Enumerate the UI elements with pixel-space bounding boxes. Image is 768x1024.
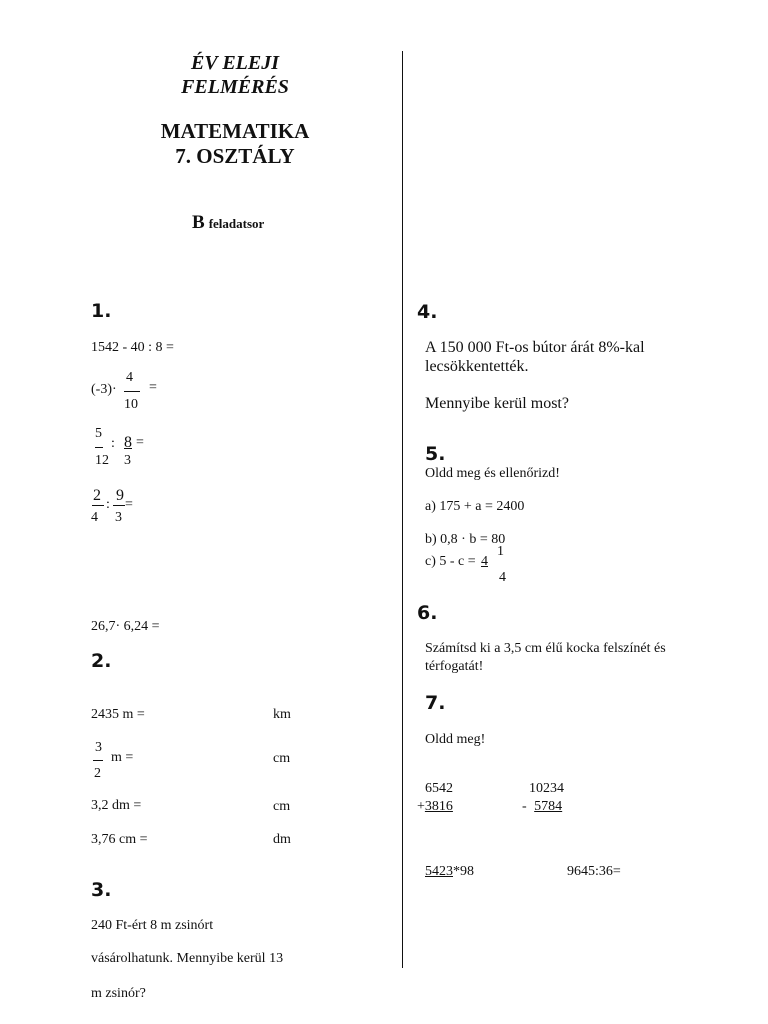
task1-expr4-equals: = bbox=[125, 497, 133, 512]
task2-row1-unit: km bbox=[273, 707, 291, 722]
task5-c-numerator: 1 bbox=[497, 544, 504, 559]
task1-expr3-denominator1: 12 bbox=[95, 453, 109, 468]
task1-expr1: 1542 - 40 : 8 = bbox=[91, 340, 174, 355]
task3-number: 3. bbox=[91, 879, 112, 901]
task1-expr3-fraction-bar1 bbox=[95, 447, 103, 448]
series-heading bbox=[192, 212, 264, 234]
series-label: feladatsor bbox=[208, 216, 265, 231]
task2-row4-left: 3,76 cm = bbox=[91, 832, 148, 847]
task2-row3-left: 3,2 dm = bbox=[91, 798, 142, 813]
task5-c-whole: 4 bbox=[481, 554, 488, 569]
task4-line3: Mennyibe kerül most? bbox=[425, 395, 569, 412]
task4-line2: lecsökkentették. bbox=[425, 358, 529, 375]
task1-expr4-fraction-bar2 bbox=[113, 505, 125, 506]
task1-expr2-fraction-bar bbox=[124, 391, 140, 392]
task7-sub-bottom bbox=[522, 799, 562, 815]
task5-c-prefix: c) 5 - c = bbox=[425, 554, 476, 569]
task7-add-bottom-value: 3816 bbox=[424, 799, 453, 814]
column-divider bbox=[402, 51, 403, 968]
task2-row2-numerator: 3 bbox=[95, 740, 102, 755]
task5-a: a) 175 + a = 2400 bbox=[425, 499, 525, 514]
task2-row2-left: m = bbox=[111, 750, 134, 765]
task7-sub-bottom-value: 5784 bbox=[534, 799, 563, 814]
task1-number: 1. bbox=[91, 300, 112, 322]
task7-multiplication bbox=[425, 864, 474, 880]
subject-line2: 7. OSZTÁLY bbox=[175, 144, 295, 168]
task7-add-bottom bbox=[417, 799, 453, 815]
task1-expr2-equals: = bbox=[149, 380, 157, 395]
task4-line1: A 150 000 Ft-os bútor árát 8%-kal bbox=[425, 339, 645, 356]
task7-division: 9645:36= bbox=[567, 864, 621, 879]
task7-mul-b: *98 bbox=[453, 864, 474, 879]
task1-expr4-denominator2: 3 bbox=[115, 510, 122, 525]
series-letter: B bbox=[192, 212, 205, 233]
task5-number: 5. bbox=[425, 443, 446, 465]
task3-line1: 240 Ft-ért 8 m zsinórt bbox=[91, 918, 214, 933]
task1-expr2-prefix: (-3)· bbox=[91, 382, 117, 397]
task2-number: 2. bbox=[91, 650, 112, 672]
task2-row2-denominator: 2 bbox=[94, 766, 101, 781]
task4-number: 4. bbox=[417, 301, 438, 323]
task1-expr3-equals: = bbox=[136, 435, 144, 450]
task6-line1: Számítsd ki a 3,5 cm élű kocka felszínét és bbox=[425, 641, 666, 656]
subject-line1: MATEMATIKA bbox=[160, 119, 310, 143]
task1-expr4-denominator1: 4 bbox=[91, 510, 98, 525]
task6-number: 6. bbox=[417, 602, 438, 624]
task1-expr5: 26,7· 6,24 = bbox=[91, 619, 160, 634]
task5-c-denominator: 4 bbox=[499, 570, 506, 585]
task2-row2-fraction-bar bbox=[93, 760, 103, 761]
document-title-line2: FELMÉRÉS bbox=[181, 76, 289, 98]
task7-mul-a: 5423 bbox=[425, 864, 453, 879]
task1-expr3-denominator2: 3 bbox=[124, 453, 131, 468]
document-title-line1: ÉV ELEJI bbox=[191, 52, 279, 74]
task2-row2-unit: cm bbox=[273, 751, 291, 766]
task5-intro: Oldd meg és ellenőrizd! bbox=[425, 466, 560, 481]
task1-expr3-numerator1: 5 bbox=[95, 426, 102, 441]
task7-intro: Oldd meg! bbox=[425, 732, 486, 747]
task7-add-top: 6542 bbox=[425, 781, 453, 796]
task6-line2: térfogatát! bbox=[425, 659, 484, 674]
task7-sub-top: 10234 bbox=[529, 781, 564, 796]
task5-b: b) 0,8 · b = 80 bbox=[425, 532, 506, 547]
task2-row1-left: 2435 m = bbox=[91, 707, 145, 722]
task2-row4-unit: dm bbox=[273, 832, 291, 847]
task7-sub-sign: - bbox=[522, 799, 527, 814]
task1-expr3-operator: : bbox=[111, 436, 115, 451]
task1-expr2-numerator: 4 bbox=[126, 370, 133, 385]
task1-expr4-operator: : bbox=[106, 497, 110, 512]
task1-expr4-numerator2: 9 bbox=[116, 487, 124, 504]
task7-add-sign: + bbox=[417, 799, 425, 814]
task3-line3: m zsinór? bbox=[91, 986, 146, 1001]
task2-row3-unit: cm bbox=[273, 799, 291, 814]
task1-expr2-denominator: 10 bbox=[124, 397, 138, 412]
task1-expr4-fraction-bar1 bbox=[92, 505, 104, 506]
task1-expr3-numerator2: 8 bbox=[124, 434, 132, 451]
task1-expr4-numerator1: 2 bbox=[93, 487, 101, 504]
task3-line2: vásárolhatunk. Mennyibe kerül 13 bbox=[91, 951, 284, 966]
task7-number: 7. bbox=[425, 692, 446, 714]
